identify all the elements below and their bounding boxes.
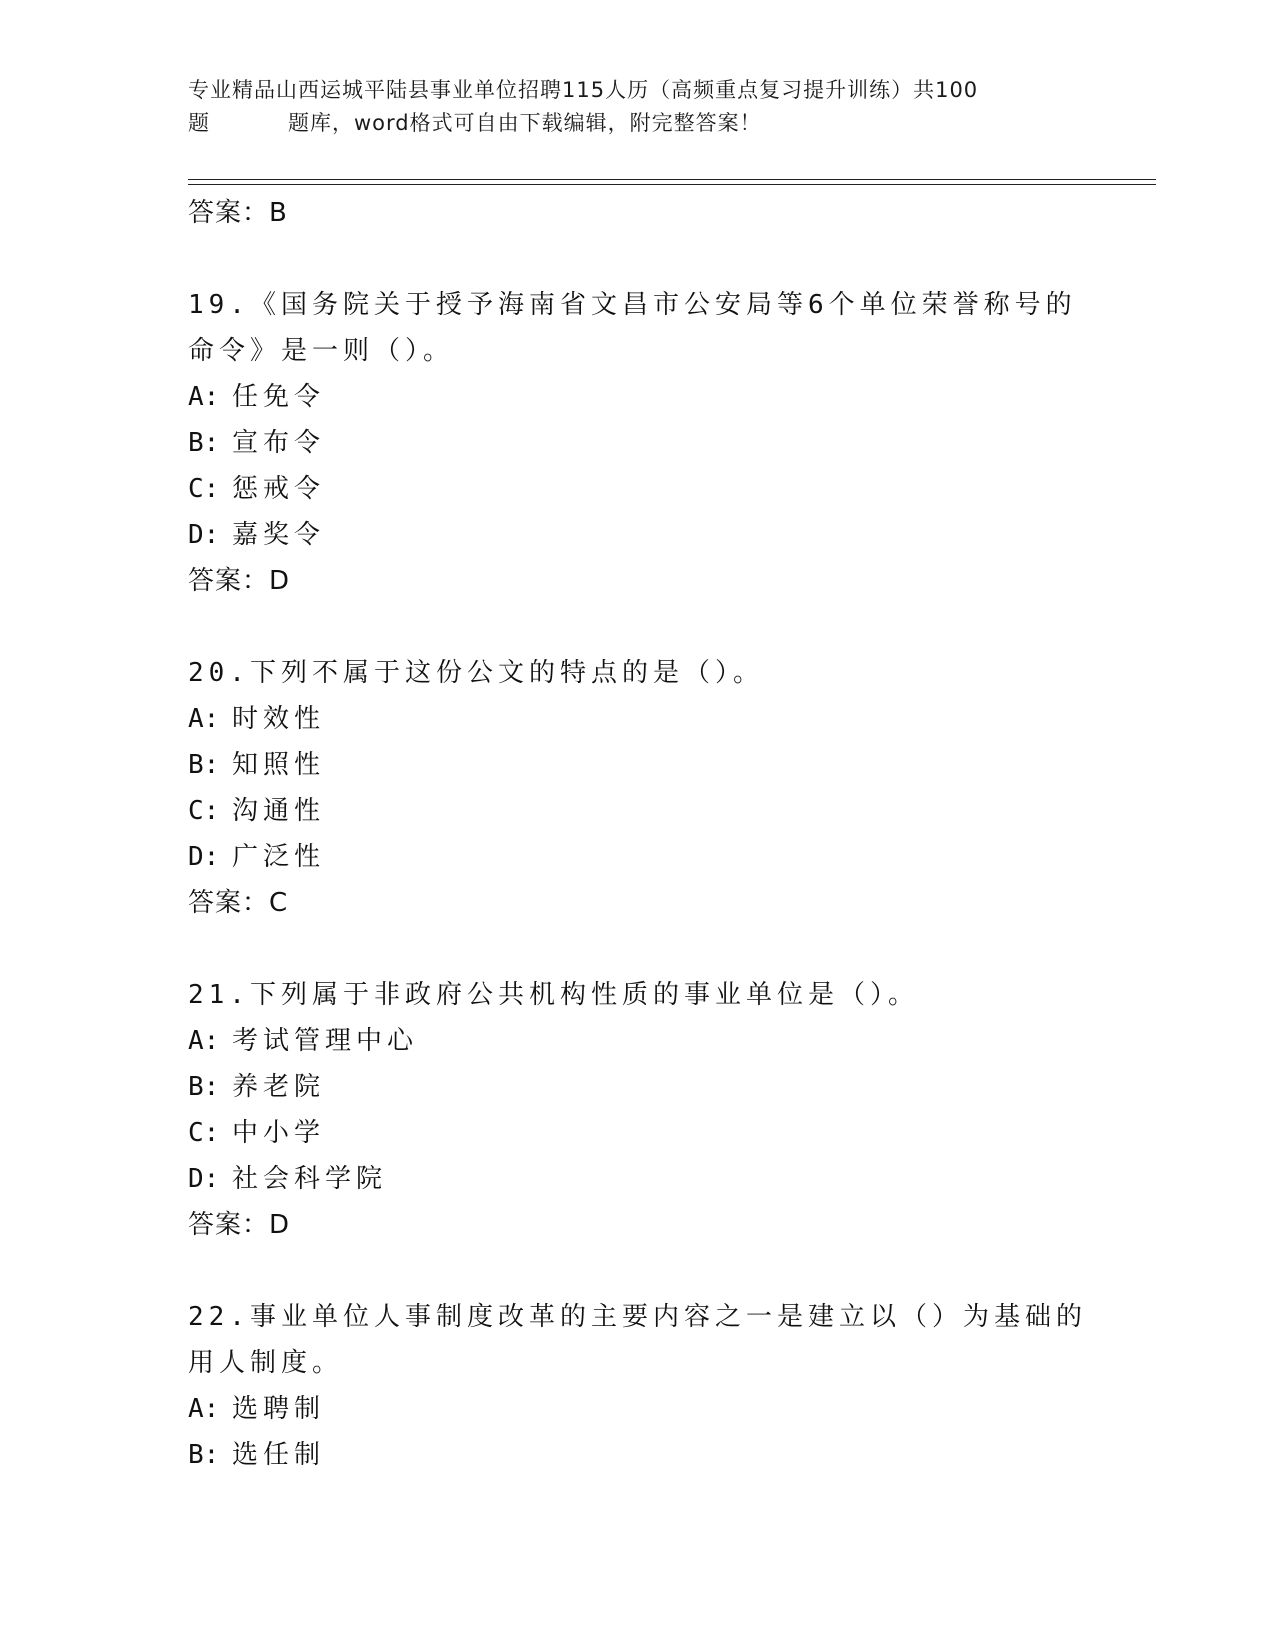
option-text: 中小学 xyxy=(232,1118,326,1148)
option-key: B: xyxy=(188,1440,220,1470)
option-text: 知照性 xyxy=(232,750,326,780)
option-key: D: xyxy=(188,842,220,872)
answer-option xyxy=(188,1432,1088,1478)
option-key: A: xyxy=(188,382,220,412)
answer-line: 答案：D xyxy=(188,1210,291,1240)
option-key: C: xyxy=(188,474,220,504)
answer-option xyxy=(188,374,1088,420)
option-key: B: xyxy=(188,1072,220,1102)
option-text: 嘉奖令 xyxy=(232,520,326,550)
option-text: 广泛性 xyxy=(232,842,326,872)
answer-option xyxy=(188,1018,1088,1064)
option-key: B: xyxy=(188,428,220,458)
option-key: A: xyxy=(188,704,220,734)
option-key: C: xyxy=(188,796,220,826)
spacer xyxy=(188,236,1088,282)
option-key: D: xyxy=(188,520,220,550)
option-key: A: xyxy=(188,1394,220,1424)
answer-option xyxy=(188,420,1088,466)
option-text: 宣布令 xyxy=(232,428,326,458)
option-text: 选聘制 xyxy=(232,1394,326,1424)
header-subtitle: 题库，word格式可自由下载编辑，附完整答案！ xyxy=(288,111,762,135)
question-item xyxy=(188,972,1088,1248)
answer-line: 答案：D xyxy=(188,566,291,596)
question-stem: 20.下列不属于这份公文的特点的是（）。 xyxy=(188,658,764,688)
spacer xyxy=(188,604,1088,650)
option-key: D: xyxy=(188,1164,220,1194)
answer-line: 答案：C xyxy=(188,888,289,918)
header-title-line-2 xyxy=(188,107,1088,140)
answer-option xyxy=(188,466,1088,512)
option-key: A: xyxy=(188,1026,220,1056)
option-text: 考试管理中心 xyxy=(232,1026,419,1056)
spacer xyxy=(188,1248,1088,1294)
answer-option xyxy=(188,834,1088,880)
answer-option xyxy=(188,742,1088,788)
question-list xyxy=(188,190,1088,1478)
answer-option xyxy=(188,1064,1088,1110)
option-text: 选任制 xyxy=(232,1440,326,1470)
option-text: 任免令 xyxy=(232,382,326,412)
spacer xyxy=(188,926,1088,972)
option-text: 社会科学院 xyxy=(232,1164,388,1194)
document-header xyxy=(188,74,1088,140)
answer-option xyxy=(188,1110,1088,1156)
question-item xyxy=(188,282,1088,604)
question-stem: 21.下列属于非政府公共机构性质的事业单位是（）。 xyxy=(188,980,919,1010)
answer-option xyxy=(188,512,1088,558)
answer-option xyxy=(188,1156,1088,1202)
answer-line: 答案：B xyxy=(188,198,288,228)
header-title-line: 专业精品山西运城平陆县事业单位招聘115人历（高频重点复习提升训练）共100 xyxy=(188,78,979,102)
header-divider-bottom xyxy=(188,184,1156,185)
header-divider-top xyxy=(188,179,1156,180)
question-stem: 22.事业单位人事制度改革的主要内容之一是建立以（）为基础的用人制度。 xyxy=(188,1302,1087,1378)
question-item xyxy=(188,1294,1088,1478)
option-key: B: xyxy=(188,750,220,780)
question-stem: 19.《国务院关于授予海南省文昌市公安局等6个单位荣誉称号的命令》是一则（）。 xyxy=(188,290,1077,366)
answer-option xyxy=(188,1386,1088,1432)
option-text: 养老院 xyxy=(232,1072,326,1102)
option-text: 沟通性 xyxy=(232,796,326,826)
option-text: 惩戒令 xyxy=(232,474,326,504)
option-key: C: xyxy=(188,1118,220,1148)
option-text: 时效性 xyxy=(232,704,326,734)
answer-option xyxy=(188,788,1088,834)
header-title-fragment: 题 xyxy=(188,111,210,135)
question-item xyxy=(188,650,1088,926)
answer-option xyxy=(188,696,1088,742)
